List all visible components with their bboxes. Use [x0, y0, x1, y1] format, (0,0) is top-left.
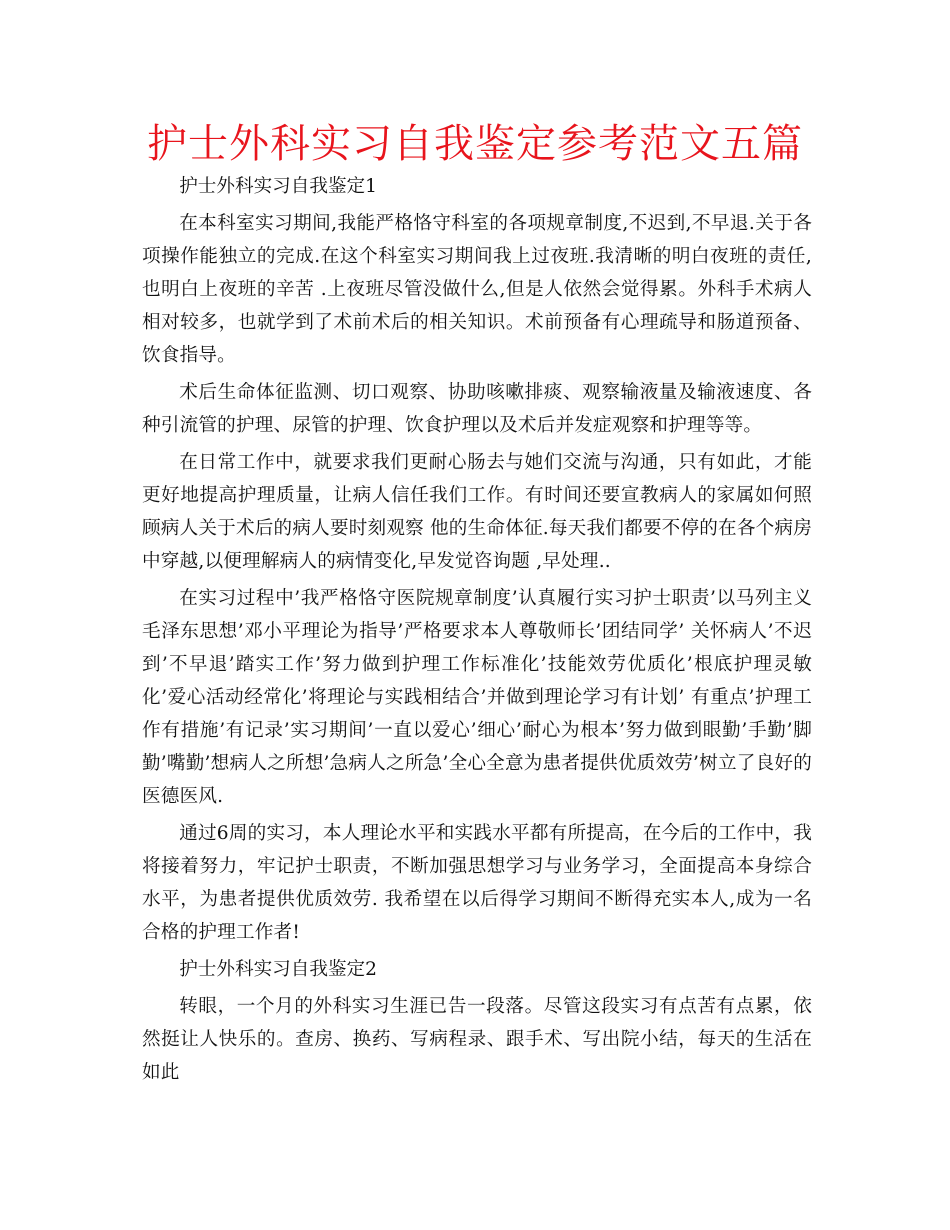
paragraph: 在实习过程中’我严格恪守医院规章制度’认真履行实习护士职责’以马列主义毛泽东思想’邓小平理论为指导’严格要求本人尊敬师长’团结同学’ 关怀病人’不迟到’不早退’踏实工作’努力做到护理工作标准化’技能效劳优质化’根底护理灵敏化’爱心活动经常化’将理论与实践相结合’并做到理论学习有计划’ 有重点’护理工作有措施’有记录’实习期间’一直以爱心’细心’耐心为根本’努力做到眼勤’手勤’脚勤’嘴勤’想病人之所想’急病人之所急’全心全意为患者提供优质效劳’树立了良好的医德医风. [142, 588, 812, 807]
paragraph: 通过6周的实习，本人理论水平和实践水平都有所提高，在今后的工作中，我将接着努力，牢记护士职责，不断加强思想学习与业务学习，全面提高本身综合水平，为患者提供优质效劳. 我希望在以后得学习期间不断得充实本人,成为一名合格的护理工作者! [142, 823, 812, 943]
section-heading-2: 护士外科实习自我鉴定2 [179, 959, 377, 980]
paragraph: 术后生命体征监测、切口观察、协助咳嗽排痰、观察输液量及输液速度、各种引流管的护理、尿管的护理、饮食护理以及术后并发症观察和护理等等。 [142, 382, 812, 436]
section-heading-1: 护士外科实习自我鉴定1 [179, 176, 377, 197]
document-title: 护士外科实习自我鉴定参考范文五篇 [147, 121, 803, 167]
document-body [142, 170, 812, 1093]
paragraph: 转眼，一个月的外科实习生涯已告一段落。尽管这段实习有点苦有点累，依然挺让人快乐的。查房、换药、写病程录、跟手术、写出院小结，每天的生活在如此 [142, 996, 812, 1083]
paragraph: 在本科室实习期间,我能严格恪守科室的各项规章制度,不迟到,不早退.关于各项操作能独立的完成.在这个科室实习期间我上过夜班.我清晰的明白夜班的责任,也明白上夜班的辛苦 .上夜班尽管没做什么,但是人依然会觉得累。外科手术病人相对较多，也就学到了术前术后的相关知识。术前预备有心理疏导和肠道预备、饮食指导。 [142, 213, 812, 366]
paragraph: 在日常工作中，就要求我们更耐心肠去与她们交流与沟通，只有如此，才能更好地提高护理质量，让病人信任我们工作。有时间还要宣教病人的家属如何照顾病人关于术后的病人要时刻观察 他的生命体征.每天我们都要不停的在各个病房中穿越,以便理解病人的病情变化,早发觉咨询题 ,早处理.. [142, 452, 813, 572]
